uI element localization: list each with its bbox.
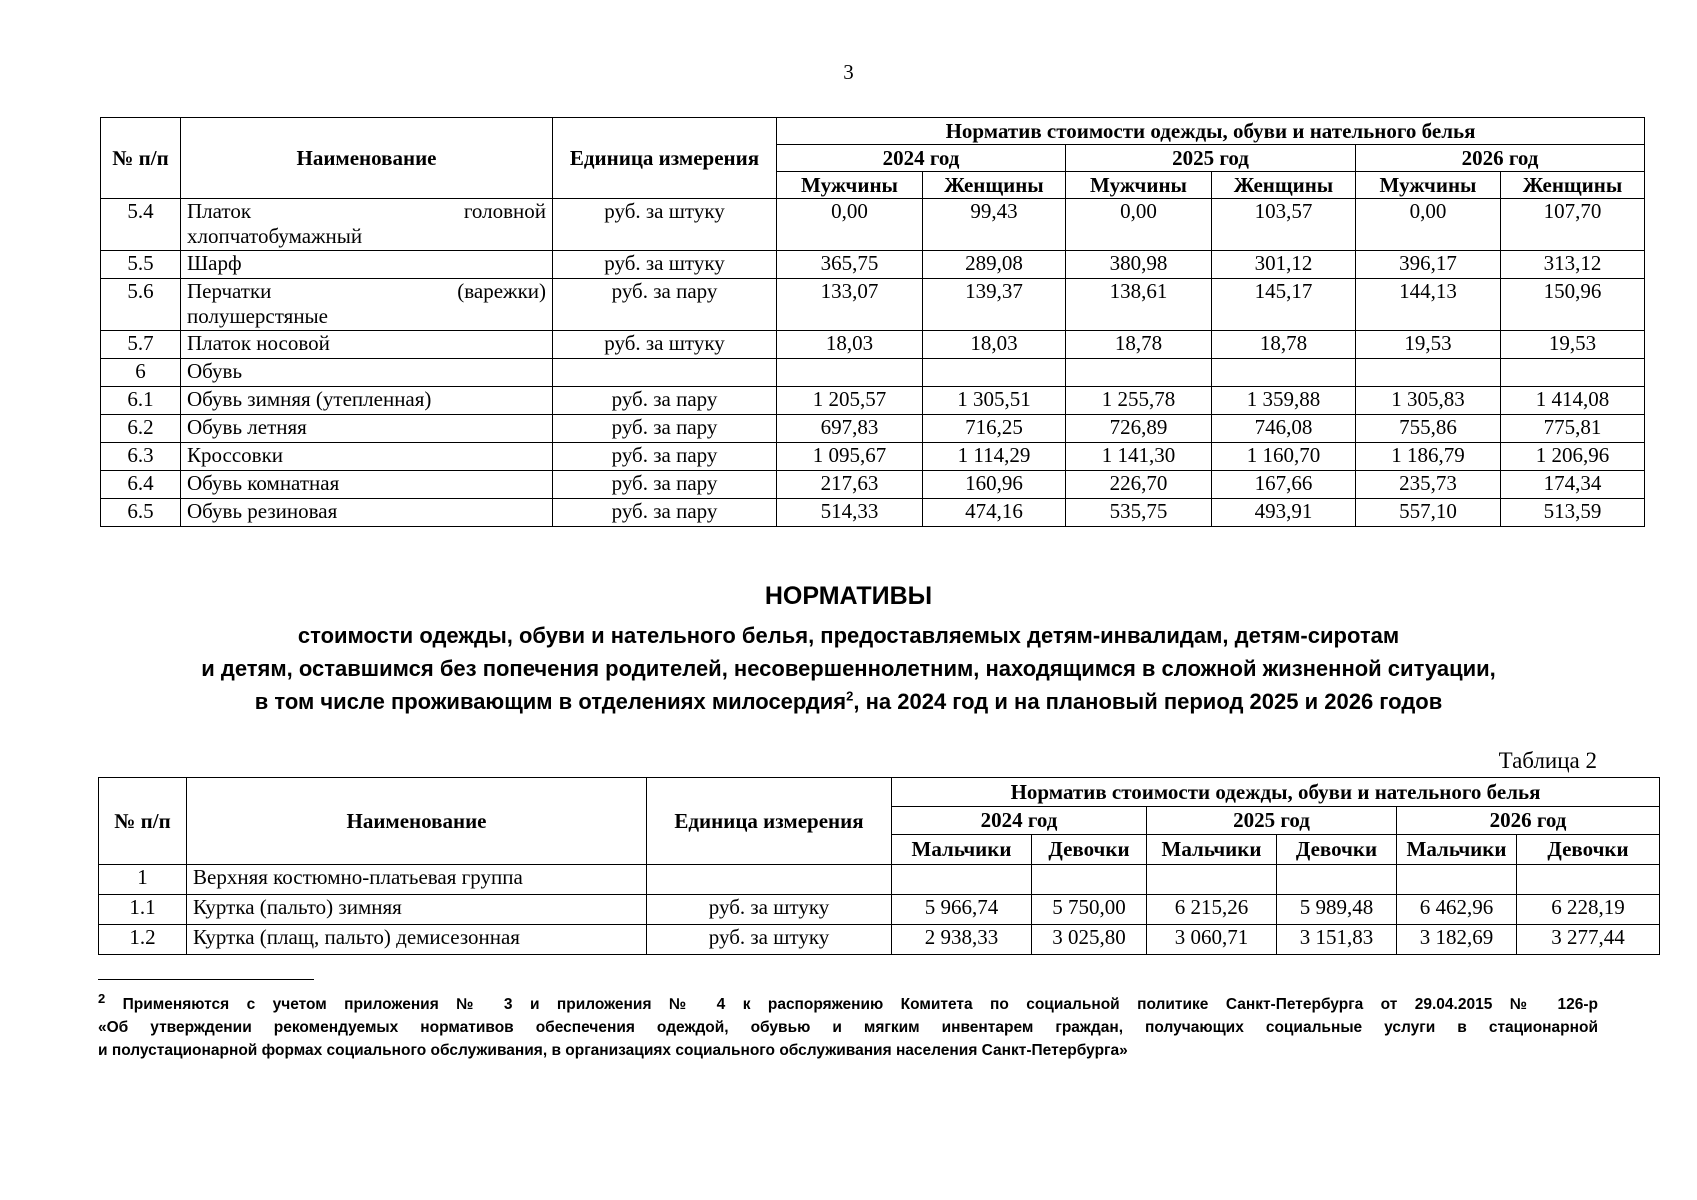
row-name — [181, 199, 553, 251]
row-value: 1 206,96 — [1501, 443, 1645, 471]
row-name: Обувь летняя — [181, 415, 553, 443]
row-value: 1 305,83 — [1356, 387, 1501, 415]
row-value: 380,98 — [1066, 251, 1212, 279]
row-name: Шарф — [181, 251, 553, 279]
row-value: 0,00 — [1066, 199, 1212, 251]
header-sub: Девочки — [1277, 835, 1397, 865]
footnote — [98, 990, 1598, 1062]
row-unit: руб. за пару — [553, 279, 777, 331]
table-caption: Таблица 2 — [1498, 748, 1597, 773]
row-unit: руб. за пару — [553, 499, 777, 527]
row-name: Куртка (пальто) зимняя — [187, 895, 647, 925]
row-value: 18,03 — [777, 331, 923, 359]
row-value: 103,57 — [1212, 199, 1356, 251]
row-value: 150,96 — [1501, 279, 1645, 331]
footnote-marker: 2 — [98, 990, 106, 1006]
header-sub: Девочки — [1517, 835, 1660, 865]
row-name-part: полушерстяные — [187, 304, 328, 328]
table-row — [99, 895, 1660, 925]
row-value: 697,83 — [777, 415, 923, 443]
table-row — [101, 387, 1645, 415]
row-unit — [553, 359, 777, 387]
header-year-2026: 2026 год — [1356, 145, 1645, 172]
row-value: 226,70 — [1066, 471, 1212, 499]
row-value: 133,07 — [777, 279, 923, 331]
row-value: 107,70 — [1501, 199, 1645, 251]
table-row — [101, 331, 1645, 359]
norms-table-children — [98, 777, 1660, 955]
header-sub: Девочки — [1032, 835, 1147, 865]
row-number: 6.3 — [101, 443, 181, 471]
row-value: 365,75 — [777, 251, 923, 279]
row-value: 1 359,88 — [1212, 387, 1356, 415]
row-number: 1 — [99, 865, 187, 895]
table-row — [101, 499, 1645, 527]
row-value — [1397, 865, 1517, 895]
row-number: 5.5 — [101, 251, 181, 279]
footnote-line — [98, 990, 1598, 1016]
row-number: 6 — [101, 359, 181, 387]
document-subtitle-line: стоимости одежды, обуви и нательного белья, предоставляемых детям-инвалидам, детям-сиротам — [297, 623, 1400, 648]
row-value: 139,37 — [923, 279, 1066, 331]
row-name: Платок носовой — [181, 331, 553, 359]
row-number: 1.1 — [99, 895, 187, 925]
row-name: Обувь комнатная — [181, 471, 553, 499]
row-value: 1 305,51 — [923, 387, 1066, 415]
header-sub: Мальчики — [1147, 835, 1277, 865]
row-name: Обувь зимняя (утепленная) — [181, 387, 553, 415]
header-sub: Мужчины — [1066, 172, 1212, 199]
table-row — [101, 471, 1645, 499]
row-number: 1.2 — [99, 925, 187, 955]
row-value: 755,86 — [1356, 415, 1501, 443]
row-value: 6 462,96 — [1397, 895, 1517, 925]
row-name: Кроссовки — [181, 443, 553, 471]
row-value: 6 228,19 — [1517, 895, 1660, 925]
table-row — [99, 865, 1660, 895]
row-name-part: Платок — [187, 199, 252, 223]
row-unit: руб. за штуку — [553, 199, 777, 251]
row-number: 5.4 — [101, 199, 181, 251]
row-value: 301,12 — [1212, 251, 1356, 279]
header-sub: Женщины — [1212, 172, 1356, 199]
document-heading: НОРМАТИВЫ — [764, 582, 933, 610]
row-value — [1356, 359, 1501, 387]
row-value: 493,91 — [1212, 499, 1356, 527]
row-value: 3 277,44 — [1517, 925, 1660, 955]
footnote-line: «Об утверждении рекомендуемых нормативов обеспечения одеждой, обувью и мягким инвентарем граждан, получающих социальные услуги в стационарной — [98, 1019, 1598, 1036]
row-value — [892, 865, 1032, 895]
row-name: Верхняя костюмно-платьевая группа — [187, 865, 647, 895]
row-value: 3 060,71 — [1147, 925, 1277, 955]
row-value: 174,34 — [1501, 471, 1645, 499]
header-year-2025: 2025 год — [1147, 807, 1397, 835]
header-norm-group: Норматив стоимости одежды, обуви и нательного белья — [777, 118, 1645, 145]
header-name: Наименование — [181, 118, 553, 199]
row-number: 5.7 — [101, 331, 181, 359]
row-name: Обувь — [181, 359, 553, 387]
header-number: № п/п — [101, 118, 181, 199]
row-value: 1 186,79 — [1356, 443, 1501, 471]
header-unit: Единица измерения — [553, 118, 777, 199]
header-sub: Женщины — [923, 172, 1066, 199]
header-year-2025: 2025 год — [1066, 145, 1356, 172]
row-value: 746,08 — [1212, 415, 1356, 443]
row-value: 144,13 — [1356, 279, 1501, 331]
norms-table-continued — [100, 117, 1645, 527]
header-sub: Женщины — [1501, 172, 1645, 199]
table-row — [99, 925, 1660, 955]
row-value: 0,00 — [777, 199, 923, 251]
row-value: 160,96 — [923, 471, 1066, 499]
row-value: 289,08 — [923, 251, 1066, 279]
row-value — [1277, 865, 1397, 895]
row-unit: руб. за пару — [553, 471, 777, 499]
row-unit: руб. за штуку — [553, 251, 777, 279]
row-value — [923, 359, 1066, 387]
page-number: 3 — [843, 60, 854, 84]
row-value: 235,73 — [1356, 471, 1501, 499]
row-unit: руб. за пару — [553, 443, 777, 471]
row-name-part: головной — [463, 199, 546, 223]
row-unit: руб. за пару — [553, 387, 777, 415]
table-row — [101, 359, 1645, 387]
row-value — [1517, 865, 1660, 895]
row-value — [1501, 359, 1645, 387]
row-value: 145,17 — [1212, 279, 1356, 331]
row-value — [1066, 359, 1212, 387]
row-value: 5 989,48 — [1277, 895, 1397, 925]
row-value: 1 255,78 — [1066, 387, 1212, 415]
table-row — [101, 251, 1645, 279]
header-number: № п/п — [99, 778, 187, 865]
row-value: 217,63 — [777, 471, 923, 499]
row-value: 557,10 — [1356, 499, 1501, 527]
row-name — [181, 279, 553, 331]
row-value — [1032, 865, 1147, 895]
header-sub: Мужчины — [1356, 172, 1501, 199]
table-row — [101, 443, 1645, 471]
row-value: 1 414,08 — [1501, 387, 1645, 415]
row-unit: руб. за штуку — [647, 895, 892, 925]
row-value: 3 025,80 — [1032, 925, 1147, 955]
row-value: 1 114,29 — [923, 443, 1066, 471]
row-value: 19,53 — [1501, 331, 1645, 359]
row-value: 18,03 — [923, 331, 1066, 359]
row-value: 19,53 — [1356, 331, 1501, 359]
row-value: 0,00 — [1356, 199, 1501, 251]
row-value: 726,89 — [1066, 415, 1212, 443]
row-value — [1212, 359, 1356, 387]
row-value: 2 938,33 — [892, 925, 1032, 955]
row-unit — [647, 865, 892, 895]
subtitle-text: , на 2024 год и на плановый период 2025 и 2026 годов — [853, 689, 1443, 714]
row-number: 6.5 — [101, 499, 181, 527]
header-year-2024: 2024 год — [777, 145, 1066, 172]
row-name-part: хлопчатобумажный — [187, 224, 363, 248]
row-value: 5 966,74 — [892, 895, 1032, 925]
header-name: Наименование — [187, 778, 647, 865]
row-value: 1 095,67 — [777, 443, 923, 471]
header-year-2026: 2026 год — [1397, 807, 1660, 835]
footnote-text: Применяются с учетом приложения № 3 и приложения № 4 к распоряжению Комитета по социальной политике Санкт-Петербурга от 29.04.2015 № 126-р — [122, 996, 1598, 1013]
footnote-line: и полустационарной формах социального обслуживания, в организациях социального обслуживания населения Санкт-Петербурга» — [98, 1042, 1128, 1059]
row-value: 513,59 — [1501, 499, 1645, 527]
document-subtitle-line: и детям, оставшимся без попечения родителей, несовершеннолетним, находящимся в сложной жизненной ситуации, — [201, 656, 1496, 681]
row-name: Обувь резиновая — [181, 499, 553, 527]
row-number: 5.6 — [101, 279, 181, 331]
row-value: 775,81 — [1501, 415, 1645, 443]
table-row — [101, 415, 1645, 443]
row-value: 1 141,30 — [1066, 443, 1212, 471]
row-name: Куртка (плащ, пальто) демисезонная — [187, 925, 647, 955]
table-row — [101, 199, 1645, 251]
row-value: 396,17 — [1356, 251, 1501, 279]
header-sub: Мальчики — [892, 835, 1032, 865]
header-sub: Мальчики — [1397, 835, 1517, 865]
subtitle-text: в том числе проживающим в отделениях милосердия — [254, 689, 847, 714]
row-unit: руб. за пару — [553, 415, 777, 443]
row-value: 6 215,26 — [1147, 895, 1277, 925]
row-value — [1147, 865, 1277, 895]
row-value: 1 160,70 — [1212, 443, 1356, 471]
row-value: 18,78 — [1066, 331, 1212, 359]
row-number: 6.2 — [101, 415, 181, 443]
row-value: 313,12 — [1501, 251, 1645, 279]
row-value: 535,75 — [1066, 499, 1212, 527]
row-name-part: Перчатки — [187, 279, 272, 303]
row-value: 1 205,57 — [777, 387, 923, 415]
footnote-reference: 2 — [846, 688, 854, 704]
row-value: 138,61 — [1066, 279, 1212, 331]
header-sub: Мужчины — [777, 172, 923, 199]
row-number: 6.1 — [101, 387, 181, 415]
row-value: 167,66 — [1212, 471, 1356, 499]
table-row — [101, 279, 1645, 331]
row-value: 3 151,83 — [1277, 925, 1397, 955]
row-value: 5 750,00 — [1032, 895, 1147, 925]
row-value: 514,33 — [777, 499, 923, 527]
row-value: 3 182,69 — [1397, 925, 1517, 955]
row-value: 18,78 — [1212, 331, 1356, 359]
document-subtitle-line — [0, 685, 1697, 719]
row-name-part: (варежки) — [457, 279, 546, 303]
row-value — [777, 359, 923, 387]
header-norm-group: Норматив стоимости одежды, обуви и нательного белья — [892, 778, 1660, 807]
row-number: 6.4 — [101, 471, 181, 499]
row-unit: руб. за штуку — [553, 331, 777, 359]
row-value: 474,16 — [923, 499, 1066, 527]
header-year-2024: 2024 год — [892, 807, 1147, 835]
header-unit: Единица измерения — [647, 778, 892, 865]
footnote-divider — [98, 979, 314, 980]
row-value: 716,25 — [923, 415, 1066, 443]
row-value: 99,43 — [923, 199, 1066, 251]
row-unit: руб. за штуку — [647, 925, 892, 955]
